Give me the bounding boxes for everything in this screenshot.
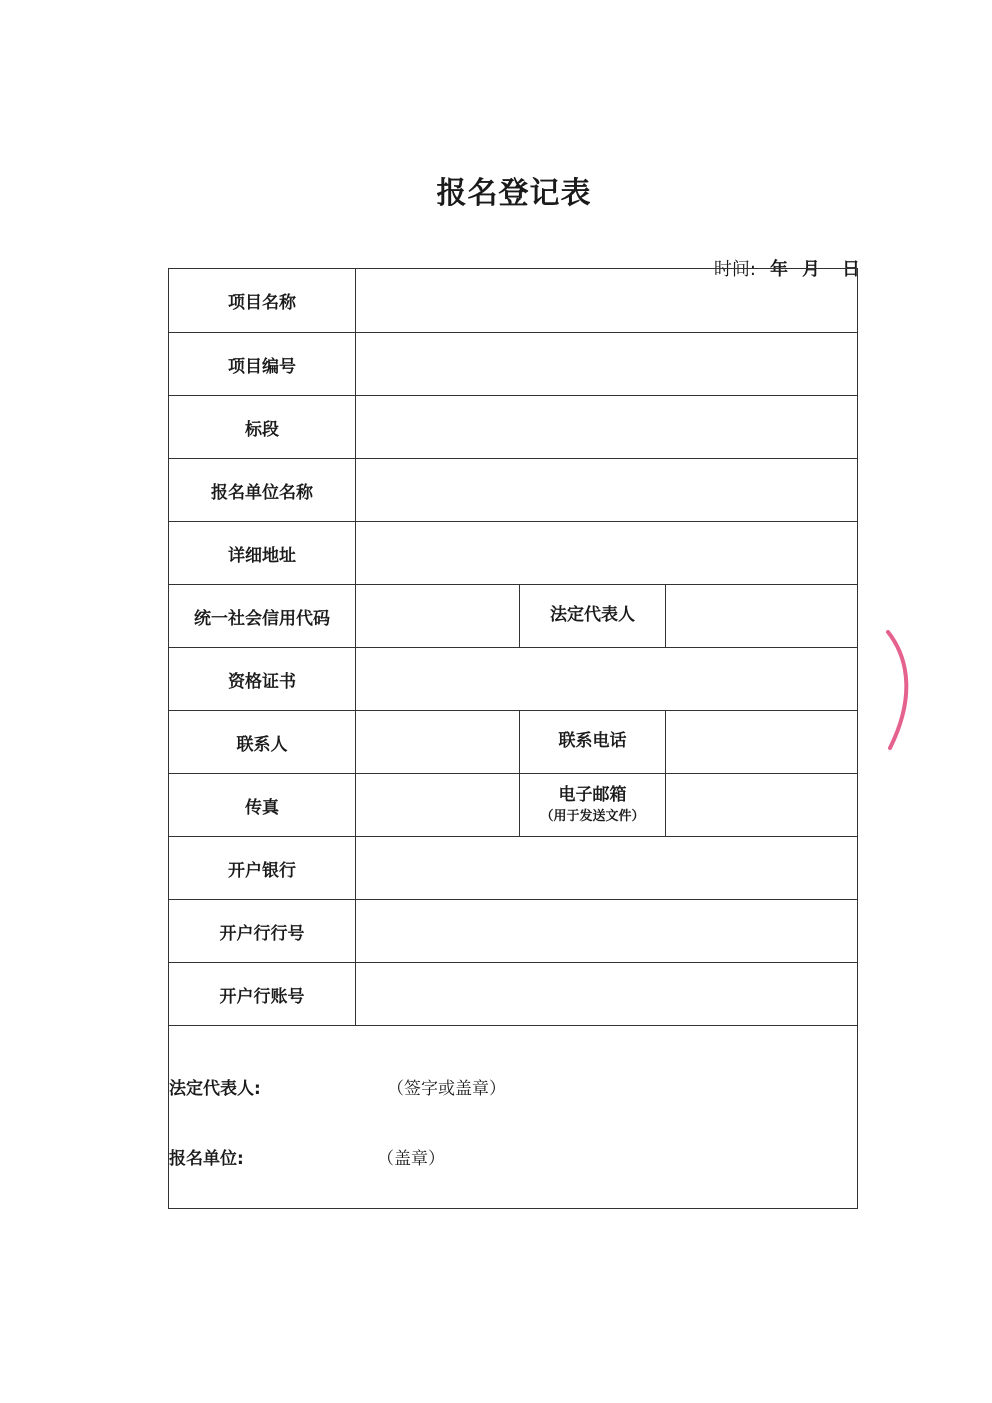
email-label-cell [520,774,666,836]
project-number-field[interactable] [356,333,857,395]
signature-block [169,1025,857,1208]
credit-code-label: 统一社会信用代码 [169,585,356,647]
legal-rep-field[interactable] [666,585,857,647]
row-credit-code [169,584,857,647]
project-number-label: 项目编号 [169,333,356,395]
fax-field[interactable] [356,774,520,836]
contact-field[interactable] [356,711,520,773]
email-note: （用于发送文件） [540,808,645,824]
phone-field[interactable] [666,711,857,773]
bank-code-field[interactable] [356,900,857,962]
bank-account-label: 开户行账号 [169,963,356,1025]
phone-label: 联系电话 [520,711,666,773]
legal-rep-signature-line [169,1074,506,1099]
section-field[interactable] [356,396,857,458]
contact-label: 联系人 [169,711,356,773]
address-label: 详细地址 [169,522,356,584]
qualification-field[interactable] [356,648,857,710]
form-title: 报名登记表 [436,176,592,211]
row-bank [169,836,857,899]
qualification-label: 资格证书 [169,648,356,710]
fax-label: 传真 [169,774,356,836]
row-fax [169,773,857,836]
bank-field[interactable] [356,837,857,899]
row-contact [169,710,857,773]
unit-seal-line [169,1144,445,1169]
credit-code-field[interactable] [356,585,520,647]
legal-rep-signature-label: 法定代表人: [169,1079,261,1099]
unit-seal-hint: （盖章） [377,1149,445,1169]
legal-rep-signature-hint: （签字或盖章） [387,1079,506,1099]
bank-label: 开户银行 [169,837,356,899]
email-field[interactable] [666,774,857,836]
row-qualification [169,647,857,710]
seal-stamp-edge [884,630,924,750]
project-name-field[interactable] [356,269,857,332]
section-label: 标段 [169,396,356,458]
row-project-number [169,332,857,395]
row-bank-code [169,899,857,962]
row-applicant-name [169,458,857,521]
date-month: 月 [802,259,820,280]
applicant-name-field[interactable] [356,459,857,521]
row-bank-account [169,962,857,1025]
row-section [169,395,857,458]
row-address [169,521,857,584]
bank-code-label: 开户行行号 [169,900,356,962]
project-name-label: 项目名称 [169,269,356,332]
date-day: 日 [842,259,860,280]
row-project-name [169,269,857,332]
address-field[interactable] [356,522,857,584]
applicant-name-label: 报名单位名称 [169,459,356,521]
date-year: 年 [770,259,788,280]
legal-rep-label: 法定代表人 [520,585,666,647]
bank-account-field[interactable] [356,963,857,1025]
registration-form-table [168,268,858,1209]
unit-seal-label: 报名单位: [169,1149,244,1169]
email-label: 电子邮箱 [558,785,627,806]
date-label: 时间: [713,259,756,280]
